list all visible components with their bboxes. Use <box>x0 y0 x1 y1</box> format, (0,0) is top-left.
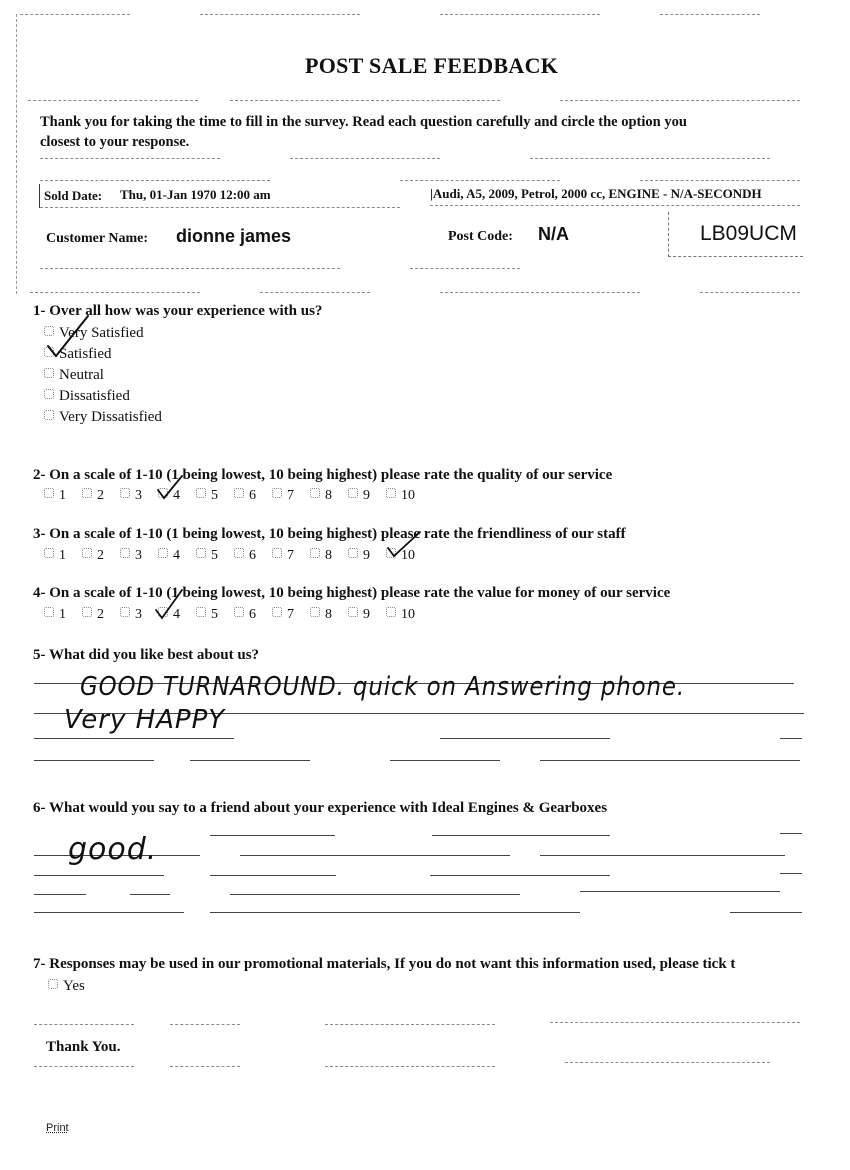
q4-option-1[interactable]: 1 <box>44 607 82 623</box>
rule-line <box>325 1024 495 1025</box>
q3-option-4[interactable]: 4 <box>158 548 196 564</box>
rule-line <box>170 1066 240 1067</box>
sold-date-box <box>39 184 40 208</box>
question-3: 3- On a scale of 1-10 (1 being lowest, 10 being highest) please rate the friendliness of our staff <box>33 526 626 542</box>
q5-handwritten-answer-line1: GOOD TURNAROUND. quick on Answering phone. <box>80 672 685 702</box>
rule-line <box>40 158 220 159</box>
q2-option-8[interactable]: 8 <box>310 488 348 504</box>
q4-option-3[interactable]: 3 <box>120 607 158 623</box>
handwritten-tick-icon <box>384 528 424 560</box>
q3-option-10[interactable]: 10 <box>386 548 424 564</box>
checkbox-icon <box>48 979 58 989</box>
rule-line <box>40 207 400 208</box>
q2-option-3[interactable]: 3 <box>120 488 158 504</box>
answer-line <box>34 894 86 895</box>
q4-option-7[interactable]: 7 <box>272 607 310 623</box>
answer-line <box>540 855 785 856</box>
rule-line <box>660 14 760 15</box>
page-title: POST SALE FEEDBACK <box>305 53 559 78</box>
q2-option-2[interactable]: 2 <box>82 488 120 504</box>
handwritten-tick-icon <box>156 474 186 502</box>
q3-option-9[interactable]: 9 <box>348 548 386 564</box>
q2-option-9[interactable]: 9 <box>348 488 386 504</box>
q3-option-2[interactable]: 2 <box>82 548 120 564</box>
rule-line <box>410 268 520 269</box>
answer-line <box>430 875 610 876</box>
q1-option-neutral[interactable] <box>44 367 104 384</box>
option-label: Very Dissatisfied <box>59 409 162 425</box>
rule-line <box>170 1024 240 1025</box>
q2-option-5[interactable]: 5 <box>196 488 234 504</box>
answer-line <box>780 873 802 874</box>
question-1: 1- Over all how was your experience with us? <box>33 303 323 319</box>
answer-line <box>210 875 336 876</box>
q1-option-dissatisfied[interactable] <box>44 388 130 405</box>
answer-line <box>580 891 780 892</box>
q3-option-6[interactable]: 6 <box>234 548 272 564</box>
q2-option-4[interactable]: 4 <box>158 488 196 504</box>
q2-option-10[interactable]: 10 <box>386 488 424 504</box>
rule-line <box>565 1062 770 1063</box>
margin-line <box>16 14 17 294</box>
rule-line <box>230 100 500 101</box>
rule-line <box>34 1066 134 1067</box>
rule-line <box>560 100 800 101</box>
rule-line <box>640 180 800 181</box>
answer-line <box>440 738 610 739</box>
q3-scale <box>44 548 424 564</box>
q2-option-7[interactable]: 7 <box>272 488 310 504</box>
rule-line <box>430 205 800 206</box>
q3-option-8[interactable]: 8 <box>310 548 348 564</box>
rule-line <box>530 158 770 159</box>
option-label: Very Satisfied <box>59 325 144 341</box>
answer-line <box>210 835 335 836</box>
answer-line <box>210 912 580 913</box>
q4-option-8[interactable]: 8 <box>310 607 348 623</box>
radio-icon <box>44 410 54 420</box>
rule-line <box>550 1022 800 1023</box>
q4-option-4[interactable]: 4 <box>158 607 196 623</box>
print-link[interactable]: Print <box>46 1122 69 1134</box>
rule-line <box>200 14 360 15</box>
q4-option-10[interactable]: 10 <box>386 607 424 623</box>
rule-line <box>400 180 560 181</box>
answer-line <box>130 894 170 895</box>
q3-option-1[interactable]: 1 <box>44 548 82 564</box>
q3-option-5[interactable]: 5 <box>196 548 234 564</box>
answer-line <box>34 738 234 739</box>
option-label: Neutral <box>59 367 104 383</box>
question-7: 7- Responses may be used in our promotional materials, If you do not want this information used, please tick t <box>33 956 736 972</box>
closing-text: Thank You. <box>46 1039 121 1055</box>
answer-line <box>230 894 520 895</box>
handwritten-tick-icon <box>44 312 104 362</box>
q7-option-yes[interactable] <box>48 978 85 995</box>
option-label: Dissatisfied <box>59 388 130 404</box>
rule-line <box>325 1066 495 1067</box>
rule-line <box>20 14 130 15</box>
rule-line <box>290 158 440 159</box>
answer-line <box>780 833 802 834</box>
answer-line <box>432 835 610 836</box>
rule-line <box>34 1024 134 1025</box>
rule-line <box>440 14 600 15</box>
radio-icon <box>44 368 54 378</box>
answer-line <box>390 760 500 761</box>
answer-line <box>190 760 310 761</box>
question-4: 4- On a scale of 1-10 (1 being lowest, 10 being highest) please rate the value for money of our service <box>33 585 671 601</box>
rule-line <box>40 180 270 181</box>
q1-option-very-dissatisfied[interactable] <box>44 409 162 426</box>
postcode-value: N/A <box>538 224 569 244</box>
vehicle-details: |Audi, A5, 2009, Petrol, 2000 cc, ENGINE - N/A-SECONDH <box>430 186 762 201</box>
customer-name-value: dionne james <box>176 226 292 246</box>
q5-handwritten-answer-line2: Very HAPPY <box>64 705 226 735</box>
q2-option-6[interactable]: 6 <box>234 488 272 504</box>
rule-line <box>40 268 340 269</box>
handwritten-tick-icon <box>154 588 188 622</box>
radio-icon <box>44 389 54 399</box>
q4-scale <box>44 607 424 623</box>
q4-option-5[interactable]: 5 <box>196 607 234 623</box>
q3-option-3[interactable]: 3 <box>120 548 158 564</box>
q2-scale <box>44 488 424 504</box>
option-label: Yes <box>63 978 85 994</box>
rule-line <box>28 100 198 101</box>
answer-line <box>780 738 802 739</box>
answer-line <box>34 760 154 761</box>
rule-line <box>440 292 640 293</box>
q4-option-6[interactable]: 6 <box>234 607 272 623</box>
q6-handwritten-answer: good. <box>68 832 158 867</box>
q4-option-9[interactable]: 9 <box>348 607 386 623</box>
customer-name-label: Customer Name: <box>46 231 148 246</box>
rule-line <box>30 292 200 293</box>
answer-line <box>540 760 800 761</box>
sold-date-value: Thu, 01-Jan 1970 12:00 am <box>120 187 271 202</box>
intro-text-line1: Thank you for taking the time to fill in the survey. Read each question carefully and circle the option you <box>40 114 687 130</box>
question-5: 5- What did you like best about us? <box>33 647 260 663</box>
option-label: Satisfied <box>59 346 112 362</box>
q2-option-1[interactable]: 1 <box>44 488 82 504</box>
answer-line <box>240 855 510 856</box>
rule-line <box>260 292 370 293</box>
answer-line <box>34 875 164 876</box>
sold-date-label: Sold Date: <box>44 188 103 203</box>
question-6: 6- What would you say to a friend about your experience with Ideal Engines & Gearboxes <box>33 800 608 816</box>
answer-line <box>730 912 802 913</box>
question-2: 2- On a scale of 1-10 (1 being lowest, 10 being highest) please rate the quality of our service <box>33 467 613 483</box>
rule-line <box>700 292 800 293</box>
answer-line <box>34 912 184 913</box>
postcode-label: Post Code: <box>448 229 513 244</box>
registration-value: LB09UCM <box>700 222 797 245</box>
q3-option-7[interactable]: 7 <box>272 548 310 564</box>
intro-text-line2: closest to your response. <box>40 134 190 150</box>
q4-option-2[interactable]: 2 <box>82 607 120 623</box>
